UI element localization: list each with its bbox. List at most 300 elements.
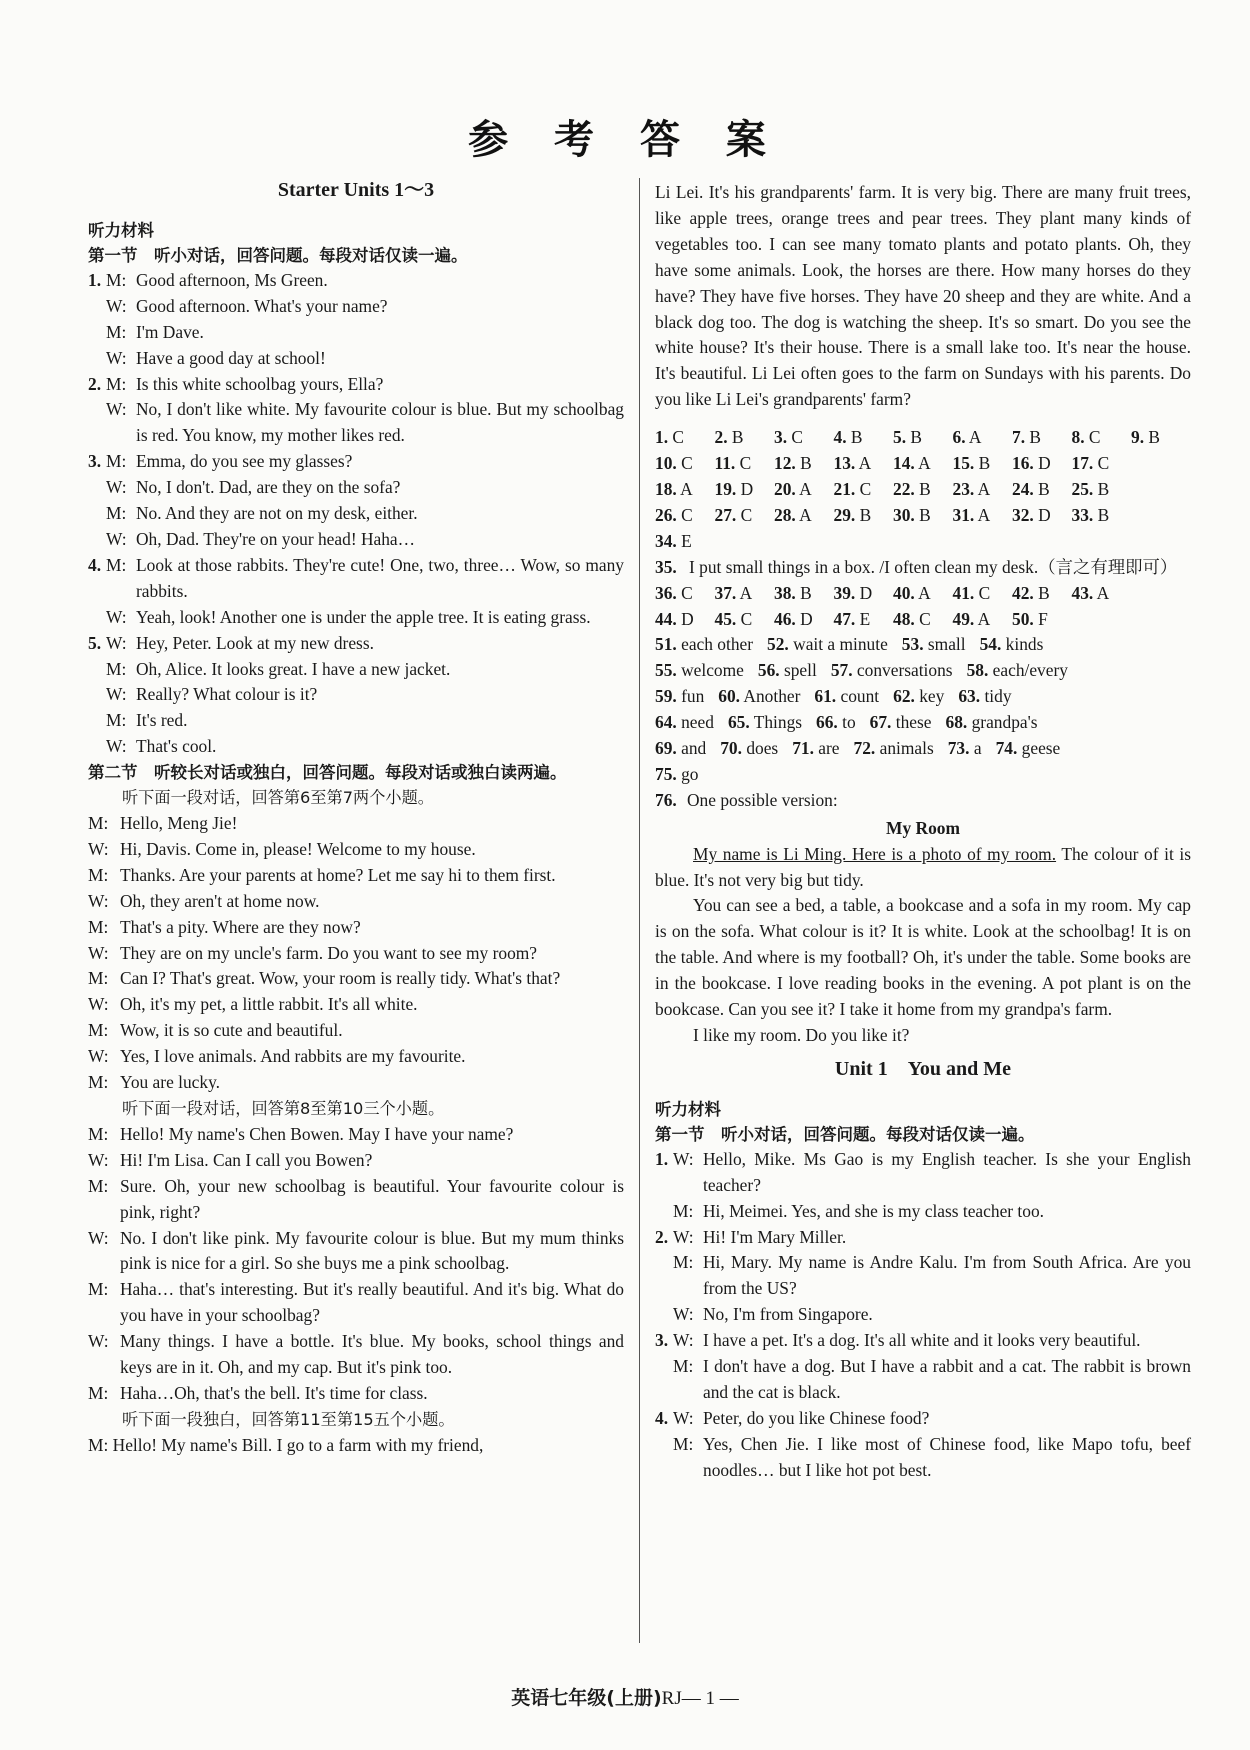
answer-item: 46. D [774,608,813,629]
utterance: Look at those rabbits. They're cute! One, two, three… Wow, so many rabbits. [136,554,624,601]
utterance: Is this white schoolbag yours, Ella? [136,373,384,394]
answer-item: 62. key [893,686,945,707]
speaker: W: [673,1330,694,1351]
answer-number: 45. [714,608,737,629]
utterance: Thanks. Are your parents at home? Let me say hi to them first. [120,864,556,885]
dialogue-line [88,941,624,967]
answer-number: 50. [1012,608,1034,629]
answer-item: 9. B [1131,427,1160,448]
essay-title: My Room [886,817,960,838]
dialogue-line [655,1225,1191,1251]
item-number [88,397,106,449]
answer-number: 12. [774,453,796,474]
item-number [655,1199,673,1225]
answer-item: 19. D [714,478,754,499]
monologue-continued: Li Lei. It's his grandparents' farm. It is very big. There are many fruit trees, like apple trees, orange trees and pear trees. They plant many kinds of vegetables too. I can see many tomato plants and potato plants. Oh, they have some animals. Look, the horses are there. How many horses do they have? They have five horses. They have 20 sheep and they are white. And a black dog too. The dog is watching the sheep. It's so smart. Do you see the white house? It's their house. There is a small lake too. It's near the house. It's beautiful. Li Lei often goes to the farm on Sundays with his parents. Do you like Li Lei's grandparents' farm? [655,182,1191,410]
utterance: Haha… that's interesting. But it's really beautiful. And it's big. What do you have in your schoolbag? [120,1279,624,1326]
speaker: W: [88,942,109,963]
speaker: W: [673,1304,694,1325]
dialogue-line [88,294,624,320]
utterance: No, I don't like white. My favourite colour is blue. But my schoolbag is red. You know, my mother likes red. [136,399,624,446]
answer-item: 7. B [1012,427,1041,448]
item-number [655,1432,673,1484]
dialogue-line [88,1018,624,1044]
item-number [88,320,106,346]
answer-item: 36. C [655,582,693,603]
dialogue-line [88,1329,624,1381]
answer-number: 37. [714,582,737,603]
answer-item: 29. B [833,504,872,525]
answer-item: 53. small [901,634,966,655]
utterance: Hi! I'm Mary Miller. [703,1226,847,1247]
utterance: Many things. I have a bottle. It's blue. My books, school things and keys are in it. Oh, and my cap. But it's pink too. [120,1331,624,1378]
answer-item: 21. C [833,478,872,499]
dialogue-line [88,811,624,837]
answer-row [655,581,1191,607]
answer-item: 12. B [774,453,812,474]
speaker: M: [106,710,127,731]
answer-number: 56. [757,660,780,681]
answer-number: 22. [893,478,915,499]
answer-number: 14. [893,453,915,474]
item-number [88,657,106,683]
utterance: Hi, Meimei. Yes, and she is my class teacher too. [703,1200,1044,1221]
dialogue-line [88,527,624,553]
answer-number: 6. [952,427,966,448]
answer-row [655,684,1191,710]
answer-number: 47. [833,608,856,629]
answer-row [655,451,1191,477]
answer-item: 33. B [1071,504,1110,525]
answer-number: 67. [869,712,892,733]
answer-number: 42. [1012,582,1034,603]
answer-row [655,529,1191,555]
answer-number: 24. [1012,478,1034,499]
utterance: Hi, Davis. Come in, please! Welcome to my house. [120,838,476,859]
answer-number: 35. [655,556,677,577]
answer-number: 4. [833,427,847,448]
item-number: 5. [88,632,102,653]
speaker: W: [106,347,127,368]
answer-number: 7. [1012,427,1026,448]
dialogue-line [88,605,624,631]
dialogue-line [88,501,624,527]
answer-item: 2. B [714,427,744,448]
utterance: I'm Dave. [136,321,204,342]
utterance: Yeah, look! Another one is under the apple tree. It is eating grass. [136,606,591,627]
right-column [655,180,1191,1484]
utterance: Good afternoon, Ms Green. [136,269,328,290]
answer-item: 67. these [869,712,932,733]
answer-item: 26. C [655,504,693,525]
answer-number: 17. [1071,453,1094,474]
answer-item: 40. A [893,582,931,603]
speaker: W: [88,890,109,911]
answer-number: 21. [833,478,856,499]
answer-item: 39. D [833,582,873,603]
utterance: Wow, it is so cute and beautiful. [120,1020,343,1041]
answer-item: 41. C [952,582,991,603]
answer-number: 76. [655,789,677,810]
dialogue-line [88,682,624,708]
utterance: Emma, do you see my glasses? [136,451,353,472]
column-divider [639,178,640,1643]
utterance: You are lucky. [120,1072,220,1093]
answer-number: 57. [830,660,853,681]
answer-item: 61. count [814,686,880,707]
left-column [88,178,624,1459]
answer-number: 70. [720,738,742,759]
answer-item: 3. C [774,427,803,448]
underlined-sentence: My name is Li Ming. Here is a photo of my room. [693,843,1057,864]
speaker: W: [106,528,127,549]
item-number [88,475,106,501]
speaker: M: [106,321,127,342]
dialogue-line [655,1432,1191,1484]
speaker: M: [106,373,127,394]
speaker: M: [88,1382,109,1403]
answer-item: 65. Things [727,712,803,733]
answer-item: 31. A [952,504,991,525]
answer-item: 30. B [893,504,931,525]
answer-number: 9. [1131,427,1145,448]
answer-number: 20. [774,478,796,499]
answer-number: 23. [952,478,975,499]
item-number [655,1354,673,1406]
answer-item: 70. does [720,738,779,759]
answer-number: 31. [952,504,975,525]
answer-row [655,736,1191,762]
answer-item: 16. D [1012,453,1051,474]
answer-item: 55. welcome [655,660,744,681]
speaker: M: [88,813,109,834]
answer-item: 52. wait a minute [767,634,888,655]
dialogue-line [88,889,624,915]
speaker: M: [106,451,127,472]
answer-number: 32. [1012,504,1034,525]
utterance: Yes, I love animals. And rabbits are my favourite. [120,1046,466,1067]
answer-item: 43. A [1071,582,1110,603]
answer-number: 27. [714,504,737,525]
item-number: 4. [655,1407,669,1428]
answer-item: 1. C [655,427,684,448]
answer-item: 25. B [1071,478,1110,499]
answer-number: 10. [655,453,677,474]
answer-item: 51. each other [655,634,754,655]
dialogue-line [655,1302,1191,1328]
answer-item: 45. C [714,608,753,629]
answer-item: 14. A [893,453,931,474]
answer-row [655,710,1191,736]
answer-item: 24. B [1012,478,1050,499]
answer-item: 15. B [952,453,991,474]
item-number [88,708,106,734]
answer-number: 64. [655,712,677,733]
dialogue-line [88,475,624,501]
answer-item: 63. tidy [958,686,1012,707]
dialogue-line [88,1148,624,1174]
answer-number: 43. [1071,582,1094,603]
item-number: 2. [88,373,102,394]
item-number [88,527,106,553]
answer-item: 64. need [655,712,714,733]
answer-item: 44. D [655,608,694,629]
item-number: 2. [655,1226,669,1247]
item-number: 4. [88,554,102,575]
answer-number: 33. [1071,504,1094,525]
speaker: W: [106,684,127,705]
utterance: Oh, it's my pet, a little rabbit. It's all white. [120,994,418,1015]
dialogue-line [655,1199,1191,1225]
speaker: W: [673,1407,694,1428]
dialogue-line [88,268,624,294]
answer-number: 48. [893,608,915,629]
dialogue-line [88,657,624,683]
item-number [88,605,106,631]
answer-number: 5. [893,427,907,448]
item-number [88,346,106,372]
item-number [655,1250,673,1302]
answer-item: 48. C [893,608,931,629]
speaker: M: [88,968,109,989]
answer-number: 46. [774,608,796,629]
utterance: They are on my uncle's farm. Do you want to see my room? [120,942,538,963]
answer-number: 16. [1012,453,1034,474]
answer-number: 66. [816,712,838,733]
speaker: W: [88,1149,109,1170]
utterance: Can I? That's great. Wow, your room is really tidy. What's that? [120,968,561,989]
speaker: W: [88,838,109,859]
answer-item: 11. C [714,453,752,474]
answer-number: 44. [655,608,677,629]
monologue-intro: 听下面一段独白，回答第11至第15五个小题。 [122,1409,455,1429]
utterance: Yes, Chen Jie. I like most of Chinese food, like Mapo tofu, beef noodles… but I like hot pot best. [703,1433,1191,1480]
answer-item: 54. kinds [979,634,1044,655]
answer-number: 40. [893,582,915,603]
answer-number: 2. [714,427,728,448]
answer-item: 38. B [774,582,812,603]
dialogue-line [88,966,624,992]
dialogue-line [88,449,624,475]
answer-item: 37. A [714,582,753,603]
utterance: No. And they are not on my desk, either. [136,503,418,524]
answer-number: 55. [655,660,677,681]
speaker: M: [673,1252,694,1273]
essay-paragraph: You can see a bed, a table, a bookcase and a sofa in my room. My cap is on the sofa. What colour is it? It is white. Look at the schoolbag! It is on the table. And where is my football? Oh, it's under the table. Some books are in the bookcase. I love reading books in the evening. A pot plant is on the bookcase. Can you see it? I take it home from my grandpa's farm. [655,895,1191,1020]
answer-number: 68. [945,712,968,733]
answer-item: 20. A [774,478,812,499]
conversation-intro: 听下面一段对话，回答第6至第7两个小题。 [122,788,434,808]
answer-row [655,477,1191,503]
speaker: M: [88,864,109,885]
speaker: M: [673,1356,694,1377]
answer-number: 59. [655,686,677,707]
dialogue-line [655,1147,1191,1199]
dialogue-line [655,1250,1191,1302]
listening-label: 听力材料 [88,220,154,240]
dialogue-line [88,372,624,398]
item-number [88,501,106,527]
essay-paragraph: I like my room. Do you like it? [693,1025,910,1045]
dialogue-line [88,1044,624,1070]
footer-page-number: RJ— 1 — [661,1688,739,1709]
utterance: Hi, Mary. My name is Andre Kalu. I'm from South Africa. Are you from the US? [703,1252,1191,1299]
answer-item: 28. A [774,504,812,525]
speaker: W: [88,1046,109,1067]
part-one-instruction: 第一节 听小对话，回答问题。每段对话仅读一遍。 [88,245,468,265]
page-title: 参 考 答 案 [468,117,782,163]
listening-label: 听力材料 [655,1099,721,1119]
conversation-intro: 听下面一段对话，回答第8至第10三个小题。 [122,1099,445,1118]
answer-number: 49. [952,608,975,629]
utterance: No, I don't. Dad, are they on the sofa? [136,477,401,498]
dialogue-line [655,1406,1191,1432]
answer-item: 5. B [893,427,922,448]
answer-item: 59. fun [655,686,705,707]
dialogue-line [88,553,624,605]
utterance: I have a pet. It's a dog. It's all white and it looks very beautiful. [703,1330,1141,1351]
answer-item: 58. each/every [966,660,1068,681]
speaker: W: [88,994,109,1015]
speaker: M: [88,1279,109,1300]
dialogue-line [88,1381,624,1407]
answer-number: 29. [833,504,856,525]
answer-number: 30. [893,504,915,525]
answer-item: 13. A [833,453,872,474]
answer-number: 74. [995,738,1018,759]
answer-number: 41. [952,582,975,603]
speaker: M: [106,658,127,679]
answer-row [655,607,1191,633]
answer-item: 75. go [655,763,699,784]
answer-number: 62. [893,686,915,707]
speaker: W: [106,295,127,316]
dialogue-line [88,397,624,449]
speaker: W: [673,1226,694,1247]
item-number: 3. [88,451,102,472]
answer-item: 69. and [655,738,707,759]
answer-item: 50. F [1012,608,1048,629]
speaker: W: [88,1227,109,1248]
utterance: That's a pity. Where are they now? [120,916,361,937]
answer-number: 61. [814,686,837,707]
answer-number: 52. [767,634,789,655]
utterance: Hey, Peter. Look at my new dress. [136,632,374,653]
item-number [88,682,106,708]
answer-text: I put small things in a box. /I often clean my desk.（言之有理即可） [689,556,1178,577]
utterance: Really? What colour is it? [136,684,318,705]
answer-row [655,658,1191,684]
answer-item: 66. to [816,712,856,733]
answer-number: 39. [833,582,856,603]
utterance: Peter, do you like Chinese food? [703,1407,930,1428]
dialogue-line [88,915,624,941]
dialogue-line [88,734,624,760]
utterance: Hello, Meng Jie! [120,813,238,834]
item-number: 1. [655,1148,669,1169]
answer-item: 17. C [1071,453,1110,474]
utterance: I don't have a dog. But I have a rabbit and a cat. The rabbit is brown and the cat is black. [703,1356,1191,1402]
part-two-instruction: 第二节 听较长对话或独白，回答问题。每段对话或独白读两遍。 [88,763,567,783]
utterance: Hello! My name's Chen Bowen. May I have your name? [120,1123,514,1144]
part-one-instruction: 第一节 听小对话，回答问题。每段对话仅读一遍。 [655,1124,1035,1144]
answer-number: 54. [979,634,1002,655]
dialogue-line [88,992,624,1018]
dialogue-line [88,346,624,372]
dialogue-line [88,837,624,863]
answer-item: 27. C [714,504,753,525]
monologue-start: M: Hello! My name's Bill. I go to a farm with my friend, [88,1434,484,1455]
utterance: That's cool. [136,736,217,757]
answer-number: 26. [655,504,677,525]
answer-item: 4. B [833,427,863,448]
utterance: Good afternoon. What's your name? [136,295,388,316]
speaker: M: [88,1020,109,1041]
answer-item: 60. Another [718,686,801,707]
answer-number: 25. [1071,478,1094,499]
dialogue-line [655,1354,1191,1406]
section-heading-starter: Starter Units 1～3 [277,179,435,201]
answer-35 [655,555,1191,581]
item-number [88,734,106,760]
utterance: Haha…Oh, that's the bell. It's time for class. [120,1382,428,1403]
speaker: M: [106,269,127,290]
answer-item: 68. grandpa's [945,712,1038,733]
sentence: The colour of it is blue. It's not very big but tidy. [655,843,1191,890]
answer-76 [655,788,1191,814]
dialogue-line [88,1277,624,1329]
answer-text: One possible version: [687,789,838,810]
speaker: W: [106,477,127,498]
section-heading-unit1: Unit 1 You and Me [834,1057,1012,1080]
answer-item: 73. a [947,738,982,759]
speaker: W: [88,1331,109,1352]
answer-item: 32. D [1012,504,1051,525]
answer-item: 72. animals [853,738,934,759]
page-footer [0,1683,1250,1710]
speaker: M: [106,554,127,575]
speaker: M: [673,1433,694,1454]
answer-item: 34. E [655,530,692,551]
answer-row [655,632,1191,658]
spacer [655,413,1191,425]
answer-item: 42. B [1012,582,1050,603]
utterance: Sure. Oh, your new schoolbag is beautiful. Your favourite colour is pink, right? [120,1175,624,1222]
answer-number: 38. [774,582,796,603]
answer-number: 34. [655,530,677,551]
answer-number: 71. [792,738,814,759]
answer-item: 71. are [792,738,840,759]
answer-number: 19. [714,478,737,499]
speaker: M: [88,916,109,937]
answer-number: 28. [774,504,796,525]
item-number: 1. [88,269,102,290]
answer-item: 56. spell [757,660,817,681]
dialogue-line [88,1070,624,1096]
answer-item: 47. E [833,608,871,629]
answer-item: 57. conversations [830,660,953,681]
answer-number: 13. [833,453,856,474]
answer-number: 65. [727,712,750,733]
utterance: Oh, Alice. It looks great. I have a new jacket. [136,658,451,679]
item-number [88,294,106,320]
answer-number: 69. [655,738,677,759]
speaker: M: [88,1175,109,1196]
answer-row [655,762,1191,788]
answer-number: 63. [958,686,981,707]
answer-number: 58. [966,660,989,681]
speaker: M: [88,1072,109,1093]
